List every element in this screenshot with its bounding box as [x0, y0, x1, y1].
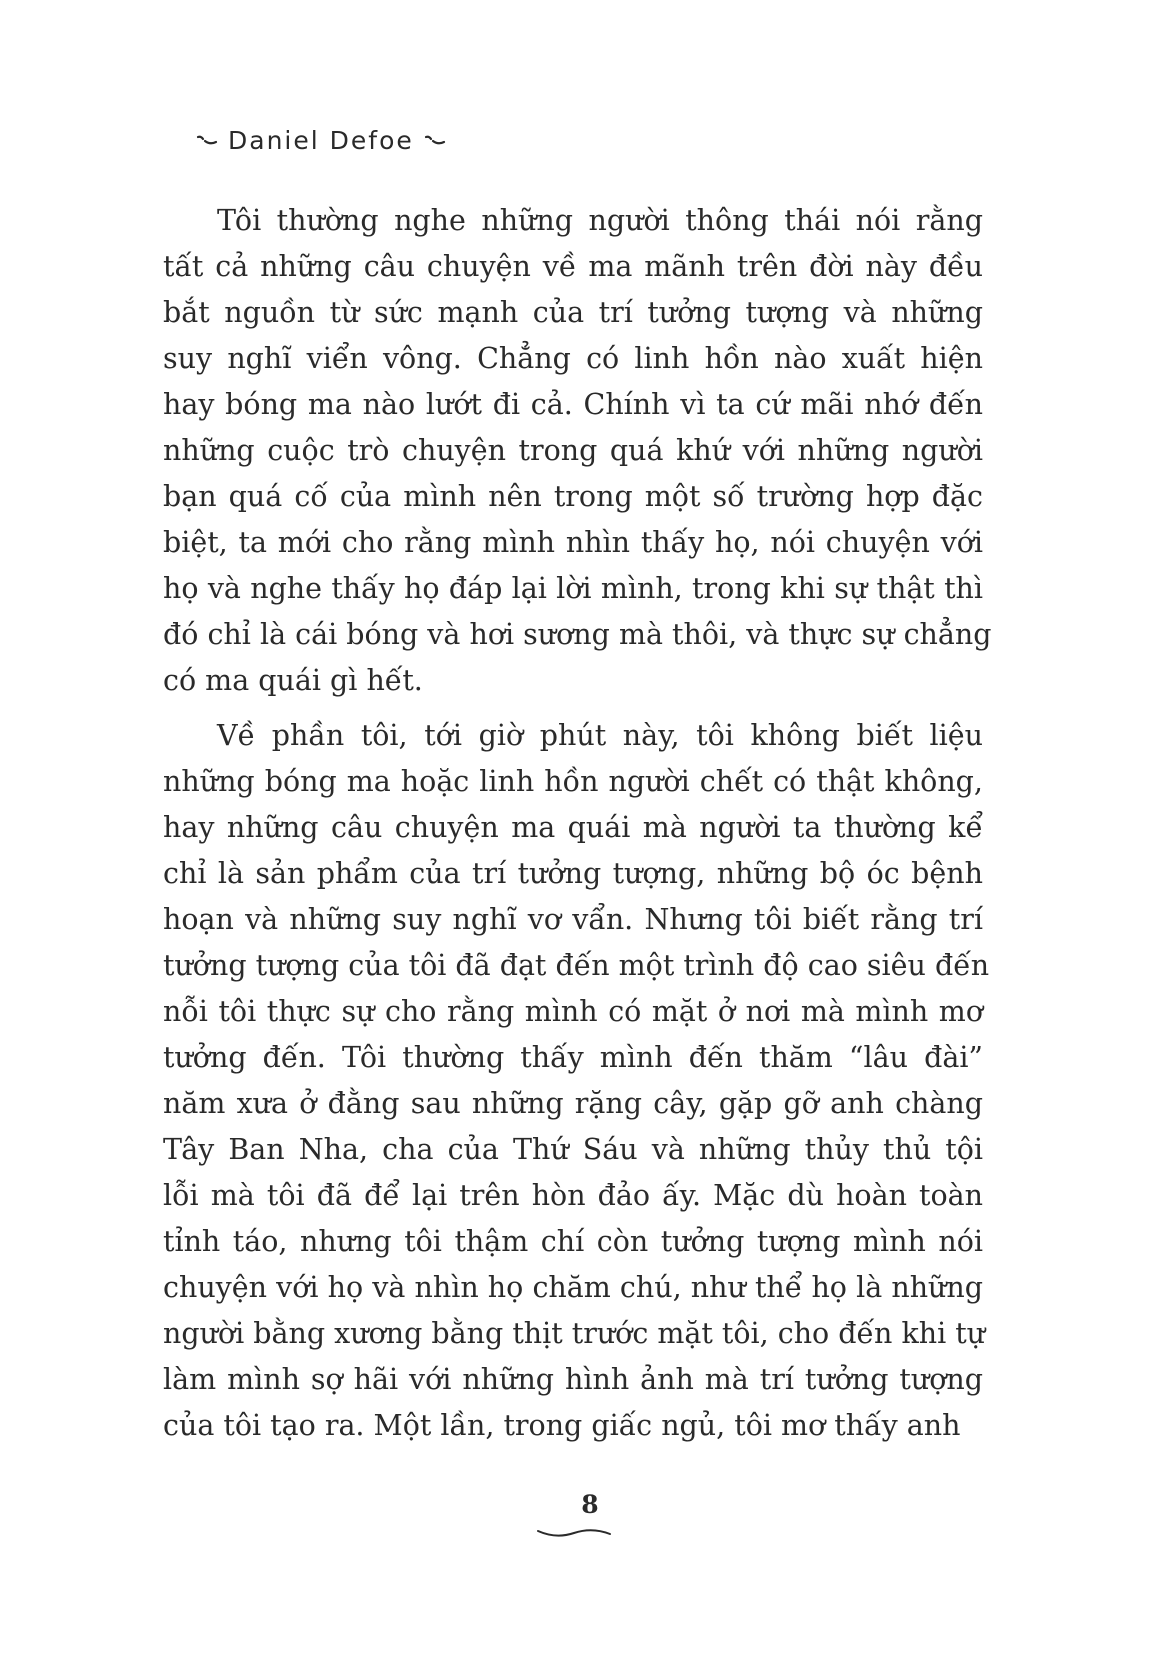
paragraph	[163, 713, 990, 1449]
text-line: tỉnh táo, nhưng tôi thậm chí còn tưởng tượng mình nói	[163, 1225, 983, 1258]
page-number: 8	[581, 1490, 599, 1519]
text-line: những cuộc trò chuyện trong quá khứ với những người	[163, 434, 983, 467]
text-line: những bóng ma hoặc linh hồn người chết có thật không,	[163, 765, 983, 798]
text-line: chỉ là sản phẩm của trí tưởng tượng, những bộ óc bệnh	[163, 857, 983, 890]
text-line: đó chỉ là cái bóng và hơi sương mà thôi, và thực sự chẳng	[163, 618, 992, 651]
right-flourish-icon	[424, 132, 446, 148]
text-line: nỗi tôi thực sự cho rằng mình có mặt ở nơi mà mình mơ	[163, 995, 983, 1028]
left-flourish-icon	[196, 132, 218, 148]
body-text	[163, 198, 992, 1449]
text-line: tưởng đến. Tôi thường thấy mình đến thăm “lâu đài”	[163, 1041, 983, 1074]
text-line: của tôi tạo ra. Một lần, trong giấc ngủ, tôi mơ thấy anh	[163, 1409, 961, 1442]
text-line: bắt nguồn từ sức mạnh của trí tưởng tượng và những	[163, 296, 983, 329]
text-line: Về phần tôi, tới giờ phút này, tôi không biết liệu	[217, 719, 983, 752]
text-line: suy nghĩ viển vông. Chẳng có linh hồn nào xuất hiện	[163, 342, 983, 375]
text-line: hay những câu chuyện ma quái mà người ta thường kể	[163, 811, 983, 844]
text-line: biệt, ta mới cho rằng mình nhìn thấy họ, nói chuyện với	[163, 526, 983, 559]
text-line: tưởng tượng của tôi đã đạt đến một trình độ cao siêu đến	[163, 949, 990, 982]
text-line: tất cả những câu chuyện về ma mãnh trên đời này đều	[163, 250, 983, 283]
text-line: hay bóng ma nào lướt đi cả. Chính vì ta cứ mãi nhớ đến	[163, 388, 983, 421]
author-name: Daniel Defoe	[228, 125, 414, 155]
text-line: có ma quái gì hết.	[163, 664, 423, 697]
running-head	[196, 120, 446, 160]
text-line: bạn quá cố của mình nên trong một số trường hợp đặc	[163, 480, 983, 513]
text-line: làm mình sợ hãi với những hình ảnh mà trí tưởng tượng	[163, 1363, 983, 1396]
page-number-swash-icon	[536, 1525, 612, 1541]
text-line: họ và nghe thấy họ đáp lại lời mình, trong khi sự thật thì	[163, 572, 983, 605]
paragraph-gap	[163, 704, 983, 713]
text-line: hoạn và những suy nghĩ vơ vẩn. Nhưng tôi biết rằng trí	[163, 903, 983, 936]
text-line: lỗi mà tôi đã để lại trên hòn đảo ấy. Mặc dù hoàn toàn	[163, 1179, 983, 1212]
text-line: Tây Ban Nha, cha của Thứ Sáu và những thủy thủ tội	[163, 1133, 983, 1166]
paragraph	[163, 198, 992, 704]
text-line: năm xưa ở đằng sau những rặng cây, gặp gỡ anh chàng	[163, 1087, 983, 1120]
text-line: người bằng xương bằng thịt trước mặt tôi, cho đến khi tự	[163, 1317, 986, 1350]
text-line: Tôi thường nghe những người thông thái nói rằng	[217, 204, 983, 237]
text-line: chuyện với họ và nhìn họ chăm chú, như thể họ là những	[163, 1271, 983, 1304]
